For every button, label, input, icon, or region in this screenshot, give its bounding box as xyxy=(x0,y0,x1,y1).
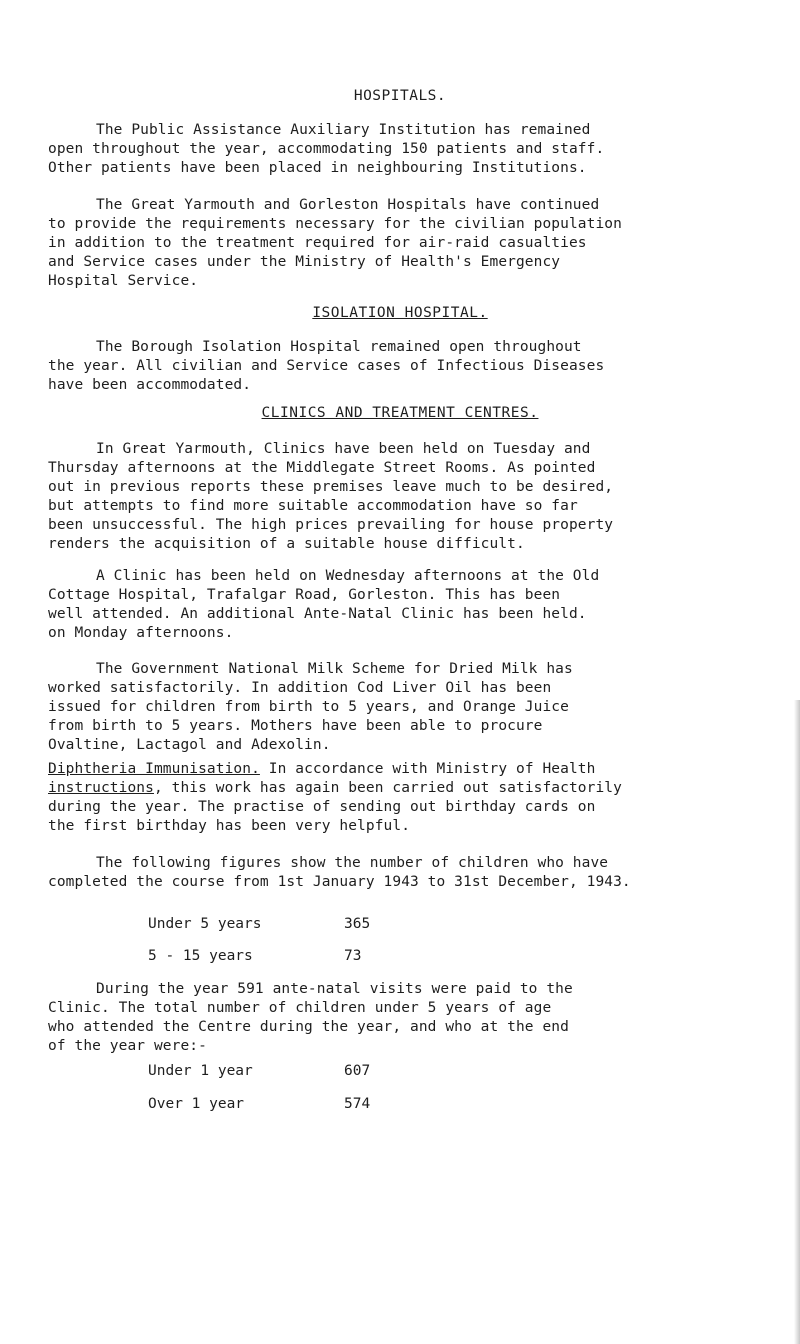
paragraph-milk-scheme xyxy=(48,660,748,755)
text-line: in addition to the treatment required for air-raid casualties xyxy=(48,235,587,251)
paragraph-yarmouth-gorleston-hospitals xyxy=(48,196,748,291)
hospitals-heading: HOSPITALS. xyxy=(353,88,447,104)
immunisation-row xyxy=(148,916,370,932)
text-run: , this work has again been carried out satisfactorily xyxy=(153,780,622,796)
row-value: 365 xyxy=(344,916,371,932)
text-line: Other patients have been placed in neighbouring Institutions. xyxy=(48,160,587,176)
row-value: 607 xyxy=(344,1063,371,1079)
paragraph-gorleston-clinic xyxy=(48,567,748,643)
text-line: out in previous reports these premises leave much to be desired, xyxy=(48,479,614,495)
text-run: instructions xyxy=(48,780,154,796)
text-run: In accordance with Ministry of Health xyxy=(259,761,596,777)
text-line: during the year. The practise of sending out birthday cards on xyxy=(48,799,596,815)
paragraph-clinics-yarmouth xyxy=(48,440,748,554)
row-label: Under 5 years xyxy=(148,916,262,932)
text-line: The Great Yarmouth and Gorleston Hospitals have continued xyxy=(96,197,600,213)
text-line: During the year 591 ante-natal visits were paid to the xyxy=(96,981,573,997)
text-line: Cottage Hospital, Trafalgar Road, Gorleston. This has been xyxy=(48,587,561,603)
text-line: issued for children from birth to 5 years, and Orange Juice xyxy=(48,699,569,715)
text-line: from birth to 5 years. Mothers have been able to procure xyxy=(48,718,543,734)
paragraph-ante-natal-visits xyxy=(48,980,748,1056)
attendance-row xyxy=(148,1096,370,1112)
text-line: Ovaltine, Lactagol and Adexolin. xyxy=(48,737,331,753)
text-line: but attempts to find more suitable accommodation have so far xyxy=(48,498,578,514)
text-line: well attended. An additional Ante-Natal Clinic has been held. xyxy=(48,606,587,622)
text-line: to provide the requirements necessary for the civilian population xyxy=(48,216,622,232)
text-line: who attended the Centre during the year, and who at the end xyxy=(48,1019,569,1035)
text-line: on Monday afternoons. xyxy=(48,625,234,641)
text-line: completed the course from 1st January 1943 to 31st December, 1943. xyxy=(48,874,631,890)
text-line: the first birthday has been very helpful. xyxy=(48,818,411,834)
row-label: Under 1 year xyxy=(148,1063,253,1079)
paragraph-diphtheria-immunisation xyxy=(48,760,748,836)
paragraph-isolation-hospital xyxy=(48,338,748,395)
text-line: Hospital Service. xyxy=(48,273,199,289)
text-line: The Government National Milk Scheme for Dried Milk has xyxy=(96,661,573,677)
row-label: Over 1 year xyxy=(148,1096,245,1112)
text-line: of the year were:- xyxy=(48,1038,207,1054)
text-line: renders the acquisition of a suitable house difficult. xyxy=(48,536,525,552)
text-line: open throughout the year, accommodating 150 patients and staff. xyxy=(48,141,605,157)
text-line: have been accommodated. xyxy=(48,377,252,393)
diphtheria-subheading: Diphtheria Immunisation. xyxy=(48,761,260,777)
text-line: and Service cases under the Ministry of Health's Emergency xyxy=(48,254,561,270)
paragraph-immunisation-figures xyxy=(48,854,748,892)
text-line: worked satisfactorily. In addition Cod Liver Oil has been xyxy=(48,680,552,696)
row-value: 574 xyxy=(344,1096,371,1112)
text-line: The Borough Isolation Hospital remained open throughout xyxy=(96,339,582,355)
text-line: been unsuccessful. The high prices prevailing for house property xyxy=(48,517,614,533)
text-line: The Public Assistance Auxiliary Institution has remained xyxy=(96,122,591,138)
page-edge-shadow xyxy=(794,700,800,1344)
text-line xyxy=(48,779,748,798)
text-line: Thursday afternoons at the Middlegate Street Rooms. As pointed xyxy=(48,460,596,476)
text-line xyxy=(48,760,748,779)
isolation-hospital-heading: ISOLATION HOSPITAL. xyxy=(312,305,488,321)
text-line: the year. All civilian and Service cases of Infectious Diseases xyxy=(48,358,605,374)
row-label: 5 - 15 years xyxy=(148,948,253,964)
clinics-heading: CLINICS AND TREATMENT CENTRES. xyxy=(261,405,539,421)
text-line: Clinic. The total number of children under 5 years of age xyxy=(48,1000,552,1016)
row-value: 73 xyxy=(344,948,362,964)
text-line: A Clinic has been held on Wednesday afternoons at the Old xyxy=(96,568,600,584)
text-line: In Great Yarmouth, Clinics have been held on Tuesday and xyxy=(96,441,591,457)
text-line: The following figures show the number of children who have xyxy=(96,855,609,871)
paragraph-auxiliary-institution xyxy=(48,121,748,178)
immunisation-row xyxy=(148,948,361,964)
attendance-row xyxy=(148,1063,370,1079)
